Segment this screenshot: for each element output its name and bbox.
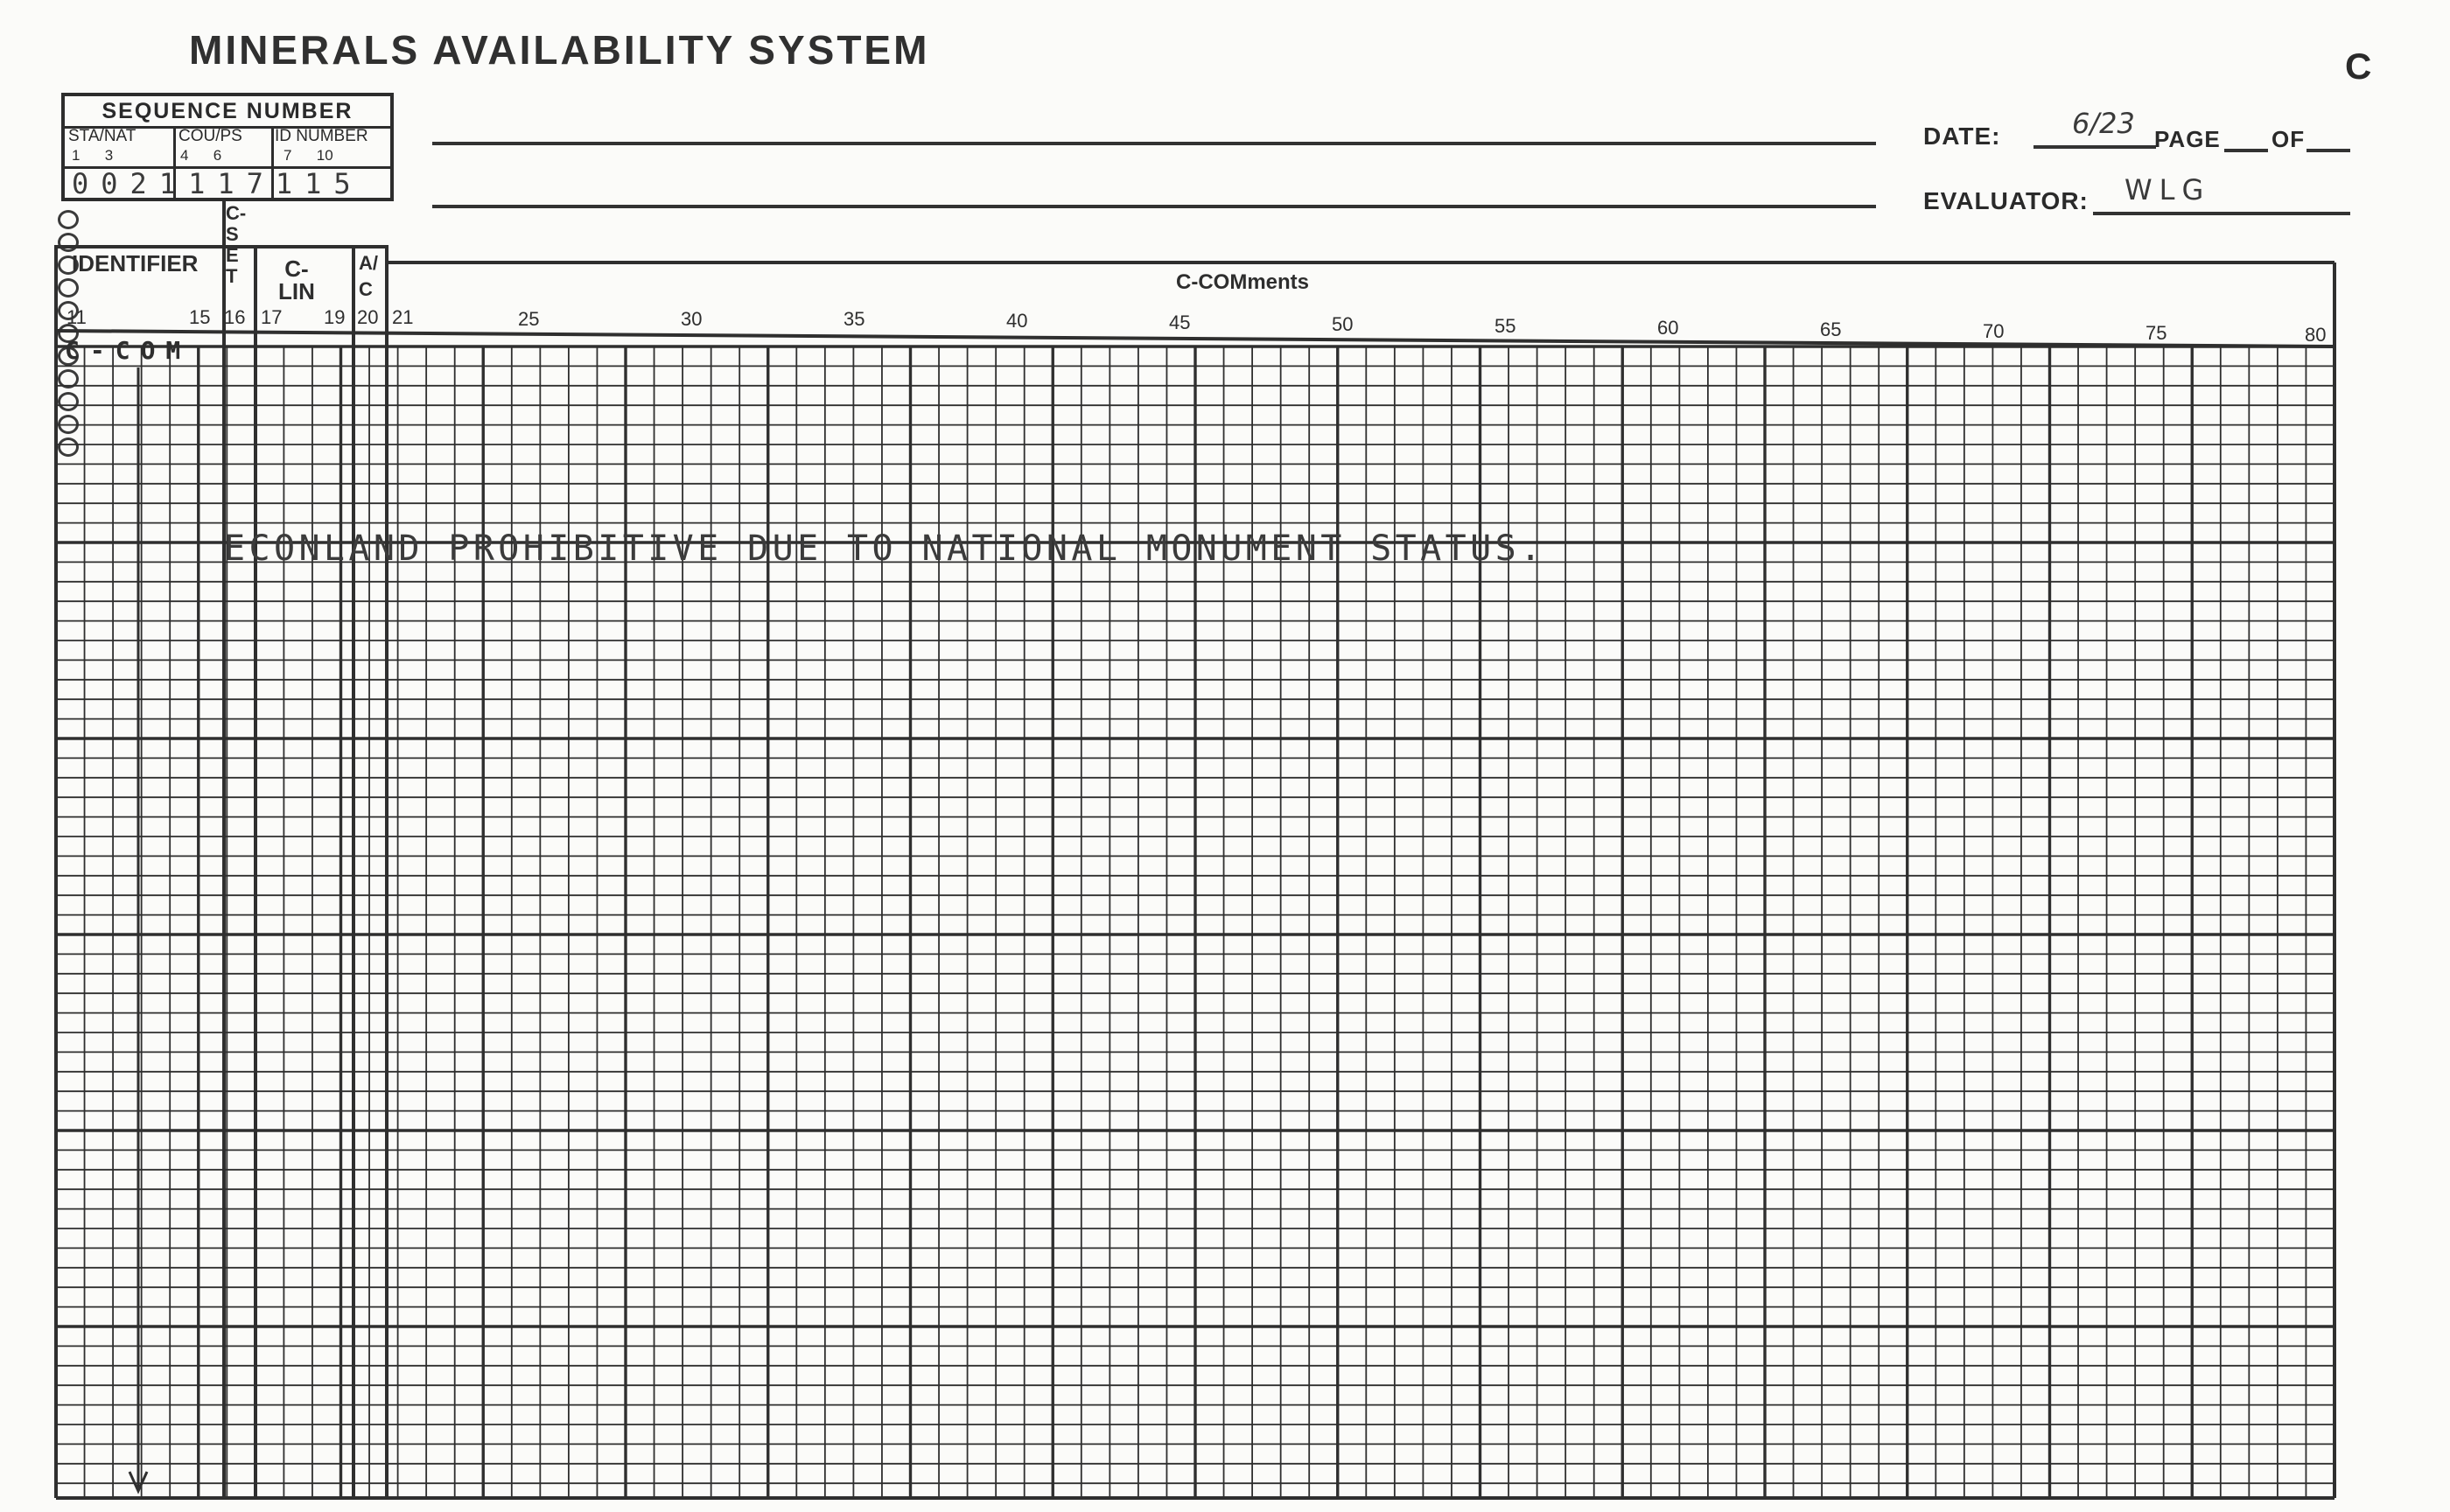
tick-60: 60 [1657,317,1679,339]
date-value[interactable]: 6/23 [2072,107,2135,140]
identifier-col-start: 11 [66,306,87,328]
id-number-cols: 7 10 [284,147,333,164]
tick-35: 35 [844,308,865,330]
page-label: PAGE [2154,126,2221,152]
form-title: MINERALS AVAILABILITY SYSTEM [189,27,930,73]
tick-45: 45 [1169,312,1191,333]
cset-col: 16 [224,306,246,328]
tick-30: 30 [681,308,703,330]
sta-nat-label: STA/NAT [68,127,136,145]
comment-entry[interactable]: ECONLAND PROHIBITIVE DUE TO NATIONAL MONUMENT STATUS. [224,528,1545,569]
clin-col-start: 17 [261,306,283,328]
identifier-col-end: 15 [189,306,211,328]
sta-nat-cols: 1 3 [72,147,114,164]
tick-80: 80 [2305,324,2327,346]
clin-col-end: 19 [324,306,346,328]
ac-heading: A/ C [359,252,378,300]
tick-70: 70 [1983,320,2005,342]
evaluator-value[interactable]: WLG [2124,173,2211,206]
comments-heading: C-COMments [1176,270,1310,294]
comments-col-start: 21 [392,306,414,328]
cou-ps-label: COU/PS [178,127,242,145]
tick-25: 25 [518,308,540,330]
identifier-heading: IDENTIFIER [72,250,199,276]
cou-ps-cols: 4 6 [180,147,222,164]
tick-75: 75 [2146,322,2167,344]
of-label: OF [2272,126,2306,152]
sequence-number-header: SEQUENCE NUMBER [65,96,390,129]
identifier-value[interactable]: C-COM [65,336,192,365]
ac-col: 20 [357,306,379,328]
tick-65: 65 [1820,318,1842,340]
id-number-label: ID NUMBER [275,127,368,145]
tick-40: 40 [1006,310,1028,332]
form-code: C [2345,46,2372,87]
tick-50: 50 [1332,313,1354,335]
evaluator-label: EVALUATOR: [1923,187,2089,214]
tick-55: 55 [1494,315,1516,337]
cset-heading: C- S E T [226,202,247,287]
date-label: DATE: [1923,122,2001,150]
header-bottom [56,331,2334,346]
sequence-digits[interactable]: 0021117115 [72,167,363,200]
clin-heading: C- LIN [278,256,315,304]
